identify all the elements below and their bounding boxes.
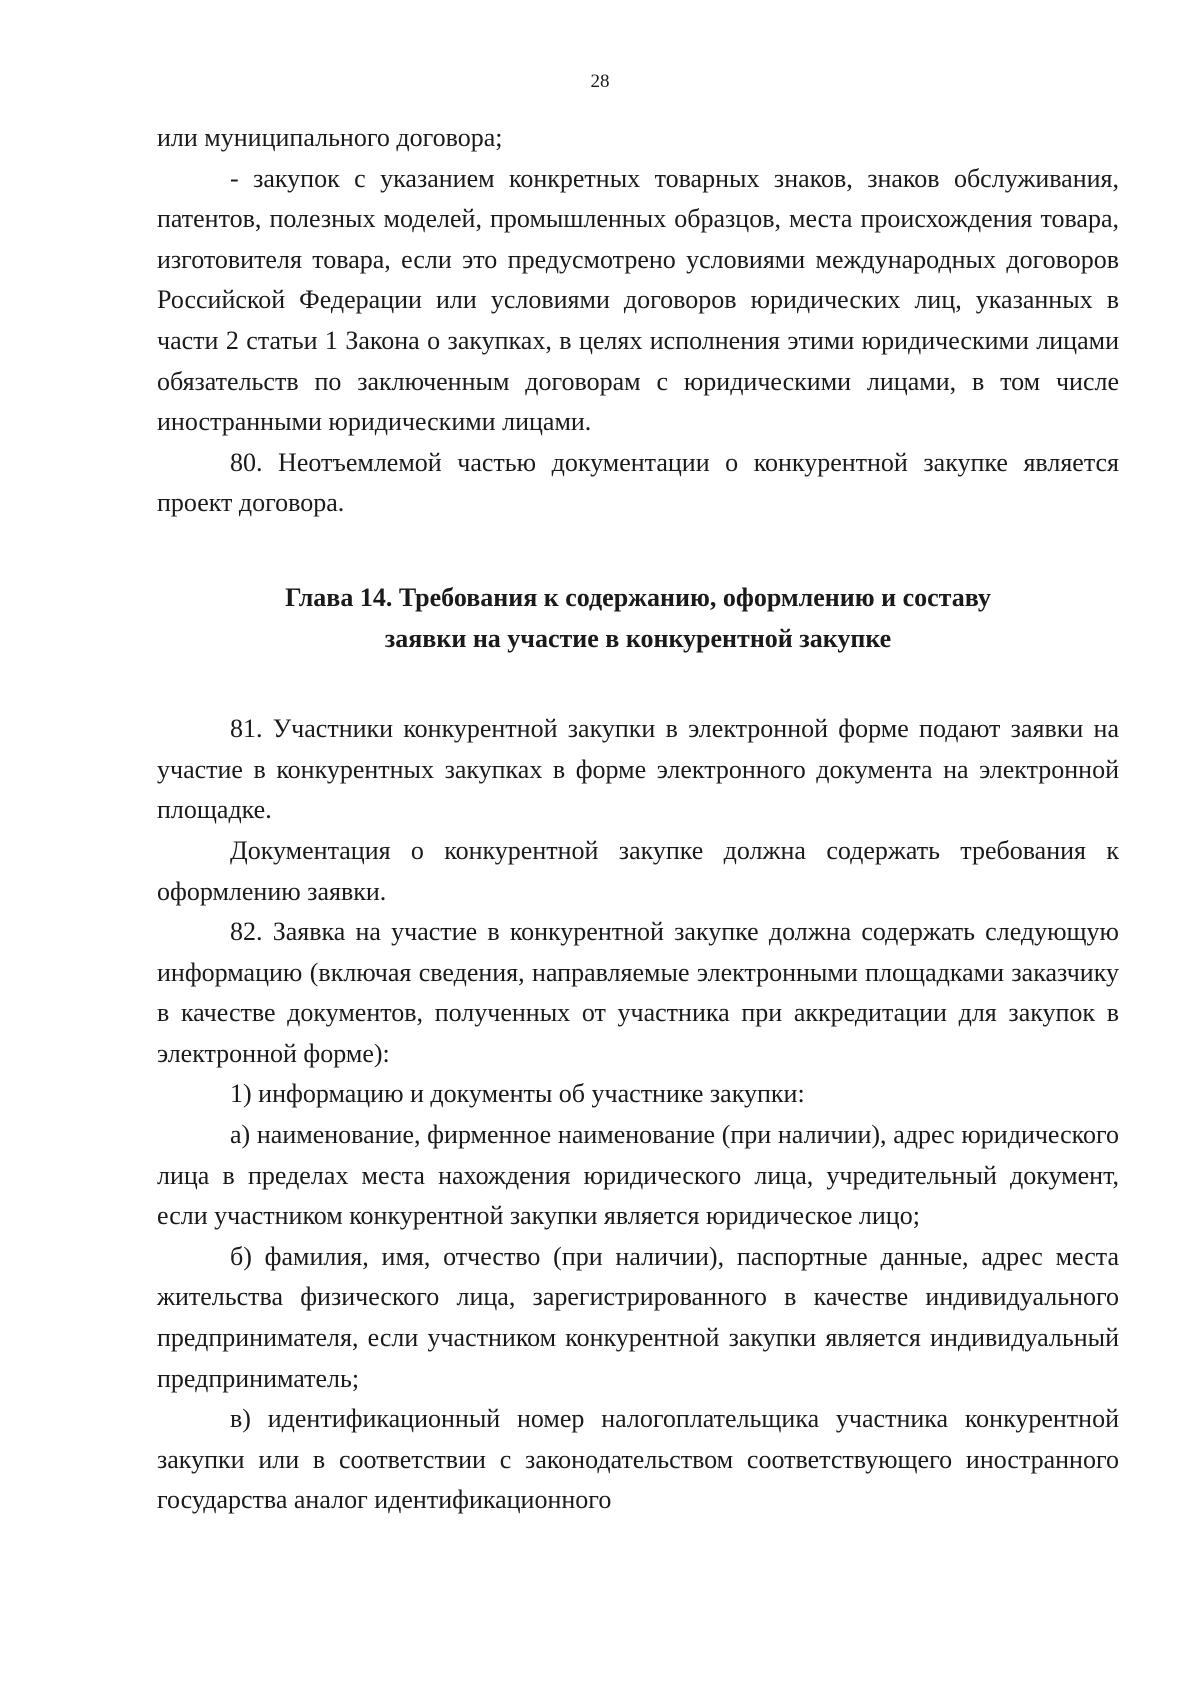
paragraph-80: 80. Неотъемлемой частью документации о конкурентной закупке является проект договора.: [157, 447, 1119, 518]
list-item: а) наименование, фирменное наименование (при наличии), адрес юридического лица в пределах места нахождения юридического лица, учредительный документ, если участником конкурентной закупки является юридическое лицо;: [157, 1120, 1119, 1231]
chapter-heading-line-1: Глава 14. Требования к содержанию, оформлению и составу: [285, 582, 991, 612]
chapter-heading-line-2: заявки на участие в конкурентной закупке: [384, 623, 892, 653]
paragraph: Документация о конкурентной закупке должна содержать требования к оформлению заявки.: [157, 835, 1119, 906]
list-item: б) фамилия, имя, отчество (при наличии), паспортные данные, адрес места жительства физического лица, зарегистрированного в качестве индивидуального предпринимателя, если участником конкурентной закупки является индивидуальный предприниматель;: [157, 1241, 1119, 1393]
document-body: [157, 118, 1119, 1521]
chapter-heading: [157, 578, 1119, 659]
paragraph: или муниципального договора;: [157, 123, 503, 152]
list-item: в) идентификационный номер налогоплательщика участника конкурентной закупки или в соответствии с законодательством соответствующего иностранного государства аналог идентификационного: [157, 1404, 1119, 1515]
paragraph-82: 82. Заявка на участие в конкурентной закупке должна содержать следующую информацию (включая сведения, направляемые электронными площадками заказчику в качестве документов, полученных от участника при аккредитации для закупок в электронной форме):: [157, 917, 1119, 1068]
page-number: 28: [590, 71, 610, 92]
paragraph-81: 81. Участники конкурентной закупки в электронной форме подают заявки на участие в конкурентных закупках в форме электронного документа на электронной площадке.: [157, 714, 1119, 825]
paragraph: - закупок с указанием конкретных товарных знаков, знаков обслуживания, патентов, полезных моделей, промышленных образцов, места происхождения товара, изготовителя товара, если это предусмотрено условиями международных договоров Российской Федерации или условиями договоров юридических лиц, указанных в части 2 статьи 1 Закона о закупках, в целях исполнения этими юридическими лицами обязательств по заключенным договорам с юридическими лицами, в том числе иностранными юридическими лицами.: [157, 163, 1119, 437]
list-item: 1) информацию и документы об участнике закупки:: [230, 1079, 805, 1109]
